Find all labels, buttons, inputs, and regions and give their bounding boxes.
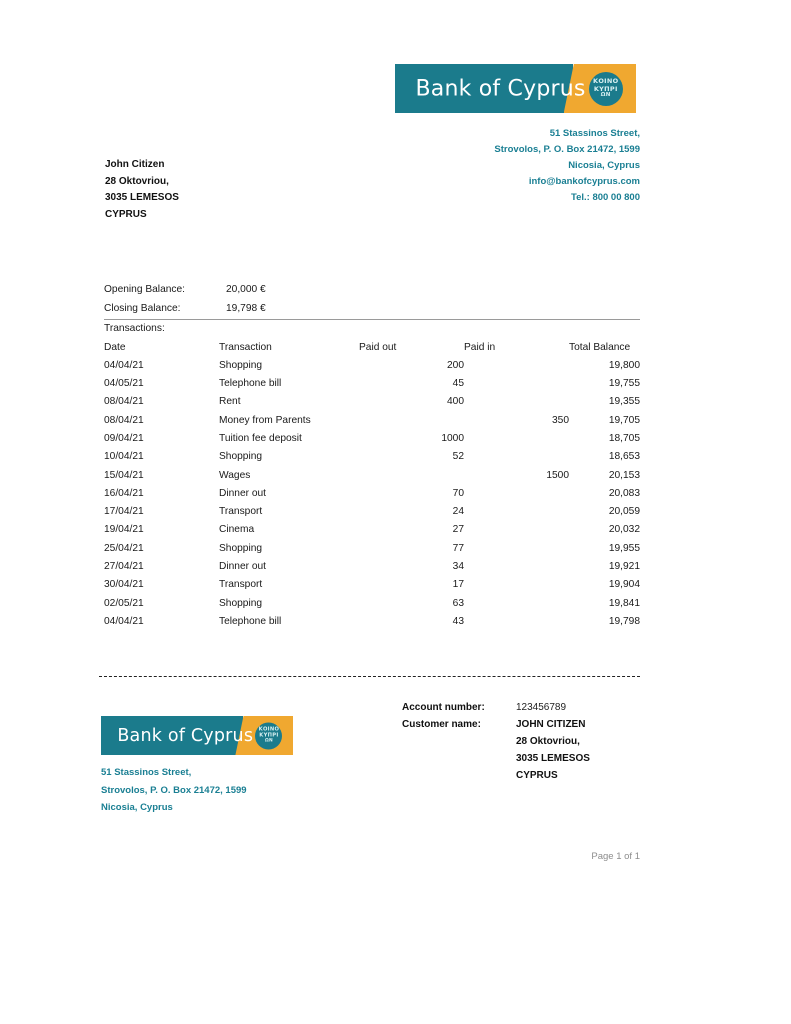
bank-phone: Tel.: 800 00 800 xyxy=(570,192,640,204)
customer-name: John Citizen xyxy=(105,159,165,170)
table-row xyxy=(104,448,640,466)
bank-address-line: 51 Stassinos Street, xyxy=(549,128,640,139)
account-number-value: 123456789 xyxy=(516,702,567,713)
column-header-date: Date xyxy=(104,341,126,353)
cell-date: 27/04/21 xyxy=(104,561,144,573)
transactions-label: Transactions: xyxy=(104,323,165,334)
customer-name-label: Customer name: xyxy=(402,719,481,730)
cell-date: 10/04/21 xyxy=(104,451,144,463)
cell-transaction: Shopping xyxy=(219,451,263,463)
cell-paid-out: 45 xyxy=(452,378,464,390)
table-row xyxy=(104,576,640,594)
cell-total-balance: 19,921 xyxy=(608,561,640,573)
cell-total-balance: 19,955 xyxy=(608,542,640,554)
cell-transaction: Dinner out xyxy=(219,487,267,499)
cell-paid-out: 24 xyxy=(452,506,464,518)
cell-paid-out: 77 xyxy=(452,542,464,554)
cell-paid-out: 52 xyxy=(452,451,464,463)
transactions-table-body xyxy=(104,357,640,631)
stub-address-line: 28 Oktovriou, xyxy=(516,736,580,747)
emblem-line-1: ΚΟΙΝΟ xyxy=(593,77,619,86)
cell-paid-out: 200 xyxy=(447,359,464,371)
table-row xyxy=(104,412,640,430)
customer-name-row xyxy=(402,716,590,733)
cell-paid-out: 27 xyxy=(452,524,464,536)
cell-date: 19/04/21 xyxy=(104,524,144,536)
cell-total-balance: 20,032 xyxy=(608,524,640,536)
table-row xyxy=(104,558,640,576)
cell-transaction: Transport xyxy=(219,506,263,518)
emblem-line-2: ΚΥΠΡΙ xyxy=(593,84,618,93)
opening-balance-row xyxy=(104,281,640,300)
cell-total-balance: 20,153 xyxy=(608,469,640,481)
header-bank-logo xyxy=(395,64,636,113)
cell-total-balance: 19,904 xyxy=(608,579,640,591)
cell-total-balance: 19,798 xyxy=(608,615,640,627)
cell-paid-in xyxy=(464,375,569,393)
table-row xyxy=(104,485,640,503)
cell-paid-in xyxy=(464,503,569,521)
cell-paid-in xyxy=(464,521,569,539)
account-number-row xyxy=(402,699,590,716)
cell-paid-out: 43 xyxy=(452,615,464,627)
cell-date: 08/04/21 xyxy=(104,396,144,408)
cell-date: 15/04/21 xyxy=(104,469,144,481)
cell-paid-in: 1500 xyxy=(546,469,569,481)
cell-total-balance: 18,653 xyxy=(608,451,640,463)
cell-date: 17/04/21 xyxy=(104,506,144,518)
cell-transaction: Telephone bill xyxy=(219,378,282,390)
bank-logo xyxy=(395,64,636,113)
footer-bank-address xyxy=(101,764,247,817)
table-row xyxy=(104,357,640,375)
emblem-line-3: ΩΝ xyxy=(264,738,273,744)
stub-address-country: CYPRUS xyxy=(516,770,558,781)
table-row xyxy=(104,375,640,393)
column-header-total-balance: Total Balance xyxy=(569,341,631,353)
footer-address-line: 51 Stassinos Street, xyxy=(101,767,192,778)
cell-transaction: Shopping xyxy=(219,359,263,371)
page-number: Page 1 of 1 xyxy=(591,851,640,862)
cell-transaction: Shopping xyxy=(219,542,263,554)
cell-paid-out: 34 xyxy=(452,561,464,573)
cell-paid-out: 17 xyxy=(452,579,464,591)
statement-body xyxy=(104,281,640,631)
stub-address-line: 3035 LEMESOS xyxy=(516,753,590,764)
table-row xyxy=(104,521,640,539)
transactions-table xyxy=(104,339,640,632)
account-number-label: Account number: xyxy=(402,702,485,713)
cell-transaction: Tuition fee deposit xyxy=(219,432,302,444)
cell-paid-in xyxy=(464,393,569,411)
cell-paid-out: 1000 xyxy=(441,432,464,444)
cell-date: 04/05/21 xyxy=(104,378,144,390)
cell-total-balance: 20,083 xyxy=(608,487,640,499)
cell-transaction: Rent xyxy=(219,396,241,408)
stub-account-details xyxy=(402,699,590,784)
cell-paid-in xyxy=(464,613,569,631)
table-row xyxy=(104,595,640,613)
cell-paid-in xyxy=(464,540,569,558)
footer-bank-logo xyxy=(101,716,293,755)
cell-paid-out xyxy=(359,412,464,430)
bank-logo xyxy=(101,716,293,755)
bank-email: info@bankofcyprus.com xyxy=(528,176,640,188)
cell-paid-out xyxy=(359,467,464,485)
closing-balance-label: Closing Balance: xyxy=(104,302,181,314)
table-row xyxy=(104,393,640,411)
cell-transaction: Wages xyxy=(219,469,251,481)
bank-name-text: Bank of Cyprus xyxy=(117,725,254,746)
bank-name-text: Bank of Cyprus xyxy=(415,76,586,101)
bank-emblem-icon xyxy=(255,722,282,749)
footer-address-line: Nicosia, Cyprus xyxy=(101,802,173,813)
cell-total-balance: 19,355 xyxy=(608,396,640,408)
customer-address-line: 28 Oktovriou, xyxy=(105,175,169,187)
bank-address-line: Nicosia, Cyprus xyxy=(568,160,640,172)
cell-date: 25/04/21 xyxy=(104,542,144,554)
cell-paid-in: 350 xyxy=(552,414,569,426)
cell-paid-out: 400 xyxy=(447,396,464,408)
cell-total-balance: 19,755 xyxy=(608,378,640,390)
tear-off-separator xyxy=(99,676,640,677)
bank-address-line: Strovolos, P. O. Box 21472, 1599 xyxy=(494,144,640,156)
column-header-paid-out: Paid out xyxy=(359,341,397,353)
cell-date: 09/04/21 xyxy=(104,432,144,444)
closing-balance-value: 19,798 € xyxy=(226,302,266,314)
emblem-line-1: ΚΟΙΝΟ xyxy=(258,726,280,733)
cell-date: 04/04/21 xyxy=(104,615,144,627)
table-header-row xyxy=(104,339,640,357)
cell-total-balance: 19,705 xyxy=(608,414,640,426)
table-row xyxy=(104,503,640,521)
cell-total-balance: 19,841 xyxy=(608,597,640,609)
cell-transaction: Transport xyxy=(219,579,263,591)
cell-paid-in xyxy=(464,448,569,466)
customer-address-line: 3035 LEMESOS xyxy=(105,192,179,203)
cell-paid-in xyxy=(464,576,569,594)
opening-balance-label: Opening Balance: xyxy=(104,284,185,295)
bank-address-block xyxy=(310,126,640,206)
cell-transaction: Money from Parents xyxy=(219,414,311,426)
cell-total-balance: 20,059 xyxy=(608,506,640,518)
cell-paid-out: 63 xyxy=(452,597,464,609)
customer-address-block xyxy=(105,157,179,223)
cell-transaction: Shopping xyxy=(219,597,263,609)
column-header-paid-in: Paid in xyxy=(464,341,496,353)
table-row xyxy=(104,540,640,558)
cell-paid-in xyxy=(464,485,569,503)
bank-emblem-icon xyxy=(589,72,623,106)
cell-paid-out: 70 xyxy=(452,487,464,499)
customer-name-value: JOHN CITIZEN xyxy=(516,719,586,730)
cell-total-balance: 18,705 xyxy=(608,432,640,444)
cell-transaction: Dinner out xyxy=(219,561,267,573)
column-header-transaction: Transaction xyxy=(219,341,272,353)
cell-paid-in xyxy=(464,357,569,375)
cell-paid-in xyxy=(464,558,569,576)
table-row xyxy=(104,613,640,631)
cell-transaction: Telephone bill xyxy=(219,615,282,627)
cell-date: 16/04/21 xyxy=(104,487,144,499)
cell-paid-in xyxy=(464,430,569,448)
cell-date: 04/04/21 xyxy=(104,359,144,371)
emblem-line-3: ΩΝ xyxy=(600,92,611,99)
opening-balance-value: 20,000 € xyxy=(226,284,266,295)
cell-date: 08/04/21 xyxy=(104,414,144,426)
customer-country: CYPRUS xyxy=(105,208,147,220)
table-row xyxy=(104,430,640,448)
cell-date: 02/05/21 xyxy=(104,597,144,609)
cell-date: 30/04/21 xyxy=(104,579,144,591)
cell-paid-in xyxy=(464,595,569,613)
footer-address-line: Strovolos, P. O. Box 21472, 1599 xyxy=(101,784,247,796)
cell-transaction: Cinema xyxy=(219,524,255,536)
emblem-line-2: ΚΥΠΡΙ xyxy=(259,732,279,739)
cell-total-balance: 19,800 xyxy=(608,359,640,371)
closing-balance-row xyxy=(104,300,640,319)
table-row xyxy=(104,467,640,485)
